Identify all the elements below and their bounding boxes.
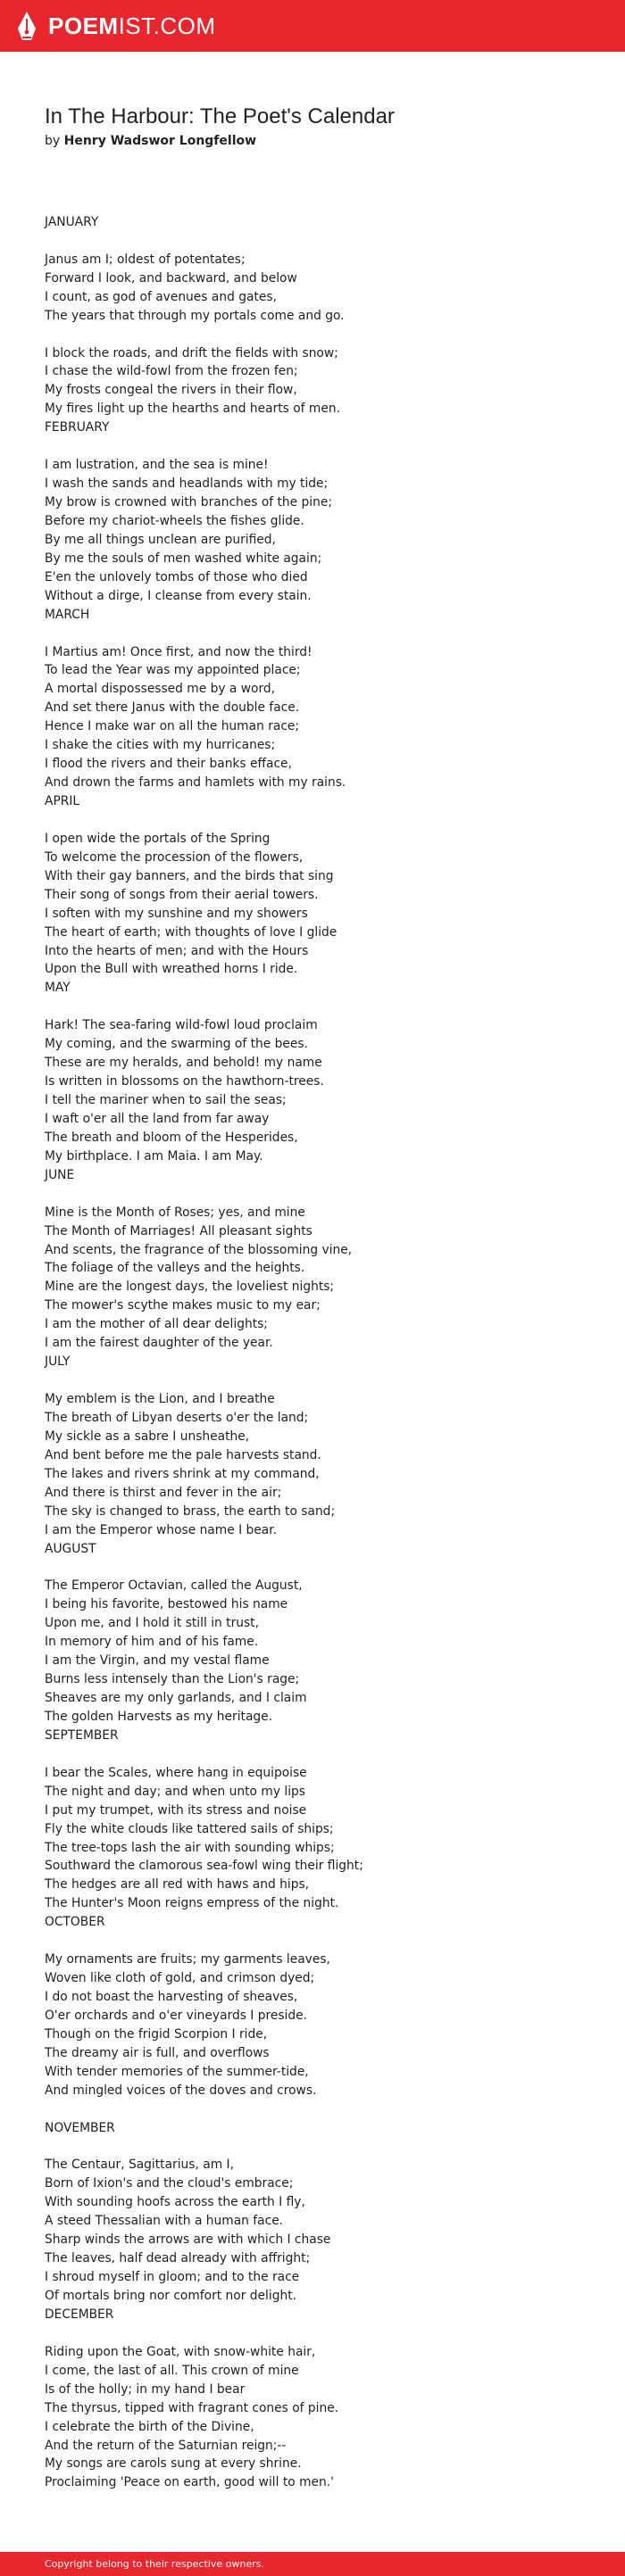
poem-line: To lead the Year was my appointed place;: [45, 663, 301, 678]
poem-line: Burns less intensely than the Lion's rage;: [45, 1672, 300, 1687]
poem-line: I do not boast the harvesting of sheaves,: [45, 1990, 298, 2004]
poem-line: By me all things unclean are purified,: [45, 532, 276, 547]
poem-line: Is of the holly; in my hand I bear: [45, 2381, 246, 2397]
poem-line: I am the fairest daughter of the year.: [45, 1336, 273, 1351]
poem-line: My frosts congeal the rivers in their flow,: [45, 383, 297, 398]
site-footer: [0, 2552, 625, 2576]
poem-line: Without a dirge, I cleanse from every stain.: [45, 588, 312, 603]
poem-line: My sickle as a sabre I unsheathe,: [45, 1429, 250, 1444]
poem-line: Janus am I; oldest of potentates;: [45, 252, 246, 267]
stanza-break: [45, 437, 598, 456]
poem-line: The years that through my portals come and go.: [45, 308, 345, 323]
poem-line: My emblem is the Lion, and I breathe: [45, 1392, 275, 1406]
poem-line: And drown the farms and hamlets with my rains.: [45, 775, 346, 791]
poem-line: Upon me, and I hold it still in trust,: [45, 1616, 259, 1631]
logo-wordmark-light: IST.COM: [118, 12, 216, 39]
poem-line: My songs are carols sung at every shrine.: [45, 2456, 302, 2472]
poem-byline: [45, 133, 256, 149]
stanza-break: [45, 2100, 598, 2119]
poem-line: DECEMBER: [45, 2307, 114, 2322]
stanza-break: [45, 998, 598, 1016]
copyright-notice: Copyright belong to their respective owners.: [45, 2558, 264, 2570]
poem-line: With tender memories of the summer-tide,: [45, 2064, 309, 2079]
poem-line: And set there Janus with the double face.: [45, 700, 300, 716]
poem-line: I count, as god of avenues and gates,: [45, 289, 277, 304]
poem-line: Hence I make war on all the human race;: [45, 719, 300, 734]
poem-line: And mingled voices of the doves and crows.: [45, 2083, 317, 2098]
poem-line: I Martius am! Once first, and now the third!: [45, 644, 312, 659]
poem-line: JUNE: [45, 1167, 75, 1182]
poem-line: I tell the mariner when to sail the seas;: [45, 1093, 287, 1107]
poem-line: The thyrsus, tipped with fragrant cones of pine.: [45, 2400, 339, 2415]
poem-line: And scents, the fragrance of the blossoming vine,: [45, 1242, 353, 1257]
stanza-break: [45, 326, 598, 344]
poem-line: The golden Harvests as my heritage.: [45, 1709, 273, 1724]
poem-line: And the return of the Saturnian reign;--: [45, 2438, 287, 2453]
poem-line: JULY: [45, 1354, 71, 1370]
poem-line: I shake the cities with my hurricanes;: [45, 738, 276, 753]
poem-line: I am the Emperor whose name I bear.: [45, 1522, 278, 1537]
poem-line: Forward I look, and backward, and below: [45, 270, 297, 286]
poem-line: The breath and bloom of the Hesperides,: [45, 1130, 298, 1145]
pen-nib-icon: [16, 11, 38, 41]
stanza-break: [45, 232, 598, 251]
poem-line: SEPTEMBER: [45, 1727, 119, 1743]
poem-line: And there is thirst and fever in the air;: [45, 1485, 282, 1500]
poem-title: In The Harbour: The Poet's Calendar: [45, 104, 395, 128]
poem-line: Upon the Bull with wreathed horns I ride.: [45, 962, 298, 977]
poem-line: Though on the frigid Scorpion I ride,: [45, 2026, 268, 2042]
poem-line: The leaves, half dead already with affright;: [45, 2251, 311, 2266]
poem-line: My birthplace. I am Maia. I am May.: [45, 1148, 263, 1164]
poem-line: I bear the Scales, where hang in equipoise: [45, 1765, 307, 1780]
logo-wordmark: [48, 12, 216, 40]
poem-line: And bent before me the pale harvests stand.: [45, 1447, 321, 1462]
poem-line: The lakes and rivers shrink at my command,: [45, 1466, 320, 1481]
poem-line: Mine is the Month of Roses; yes, and mine: [45, 1205, 305, 1220]
stanza-break: [45, 195, 598, 213]
poem-line: Woven like cloth of gold, and crimson dyed;: [45, 1971, 315, 1986]
poem-line: The Centaur, Sagittarius, am I,: [45, 2158, 234, 2173]
poem-line: The foliage of the valleys and the heights.: [45, 1261, 305, 1276]
poem-line: NOVEMBER: [45, 2120, 115, 2135]
poem-line: Riding upon the Goat, with snow-white hair,: [45, 2344, 316, 2359]
poem-line: I flood the rivers and their banks efface,: [45, 757, 292, 772]
stanza-break: [45, 1745, 598, 1764]
poem-line: The Emperor Octavian, called the August,: [45, 1578, 303, 1594]
poem-line: Is written in blossoms on the hawthorn-trees.: [45, 1074, 324, 1089]
poem-line: Sheaves are my only garlands, and I claim: [45, 1691, 307, 1705]
poem-line: Mine are the longest days, the loveliest nights;: [45, 1280, 335, 1295]
poem-line: With their gay banners, and the birds that sing: [45, 868, 334, 883]
poem-line: The tree-tops lash the air with sounding whips;: [45, 1840, 335, 1855]
poem-line: FEBRUARY: [45, 420, 110, 435]
poem-line: The mower's scythe makes music to my ear;: [45, 1298, 321, 1313]
poem-line: I put my trumpet, with its stress and noise: [45, 1802, 307, 1818]
poem-line: The breath of Libyan deserts o'er the land;: [45, 1410, 309, 1425]
poem-line: The sky is changed to brass, the earth to sand;: [45, 1503, 336, 1519]
poem-line: The dreamy air is full, and overflows: [45, 2045, 270, 2060]
poem-line: In memory of him and of his fame.: [45, 1635, 259, 1650]
poem-line: I block the roads, and drift the fields with snow;: [45, 345, 338, 360]
poem-line: OCTOBER: [45, 1915, 105, 1930]
poem-line: E'en the unlovely tombs of those who died: [45, 569, 308, 584]
poem-line: I am lustration, and the sea is mine!: [45, 458, 269, 473]
poem-line: MAY: [45, 981, 71, 996]
poem-line: I shroud myself in gloom; and to the race: [45, 2270, 300, 2285]
stanza-break: [45, 1558, 598, 1577]
poem-line: AUGUST: [45, 1541, 96, 1556]
poem-line: My brow is crowned with branches of the pine;: [45, 495, 333, 509]
poem-line: Their song of songs from their aerial towers.: [45, 887, 319, 902]
poem-line: MARCH: [45, 607, 90, 622]
poem-line: The Hunter's Moon reigns empress of the night.: [45, 1896, 339, 1911]
poem-line: Into the hearts of men; and with the Hours: [45, 943, 309, 958]
site-header: [0, 0, 625, 52]
poem-line: The hedges are all red with haws and hips,: [45, 1877, 310, 1893]
stanza-break: [45, 625, 598, 643]
poem-line: O'er orchards and o'er vineyards I preside.: [45, 2008, 308, 2023]
poem-line: The heart of earth; with thoughts of love I glide: [45, 924, 338, 940]
poem-line: The night and day; and when unto my lips: [45, 1784, 305, 1799]
stanza-break: [45, 2324, 598, 2343]
poem-line: Sharp winds the arrows are with which I chase: [45, 2232, 331, 2248]
poem-line: By me the souls of men washed white again;: [45, 551, 322, 566]
poem-line: A steed Thessalian with a human face.: [45, 2214, 284, 2229]
poem-line: I open wide the portals of the Spring: [45, 831, 271, 846]
stanza-break: [45, 1371, 598, 1390]
poem-line: My coming, and the swarming of the bees.: [45, 1037, 308, 1052]
logo-wordmark-bold: POEM: [48, 12, 119, 39]
poem-line: I wash the sands and headlands with my tide;: [45, 476, 329, 492]
poem-line: Fly the white clouds like tattered sails of ships;: [45, 1821, 334, 1836]
poem-author[interactable]: Henry Wadswor Longfellow: [63, 134, 257, 148]
poem-line: Before my chariot-wheels the fishes glide.: [45, 513, 304, 528]
poem-line: Proclaiming 'Peace on earth, good will to men.': [45, 2475, 334, 2490]
poem-line: My fires light up the hearths and hearts of men.: [45, 402, 340, 417]
stanza-break: [45, 1185, 598, 1204]
poem-line: Born of Ixion's and the cloud's embrace;: [45, 2176, 294, 2191]
stanza-break: [45, 2138, 598, 2157]
poem-line: JANUARY: [45, 214, 99, 229]
poem-line: Southward the clamorous sea-fowl wing their flight;: [45, 1859, 363, 1874]
poem-line: I am the Virgin, and my vestal flame: [45, 1653, 270, 1669]
poem-line: I come, the last of all. This crown of mine: [45, 2363, 299, 2378]
poem-line: Hark! The sea-faring wild-fowl loud proclaim: [45, 1018, 318, 1033]
poem-line: I waft o'er all the land from far away: [45, 1111, 270, 1126]
poem-line: APRIL: [45, 794, 80, 808]
poem-line: My ornaments are fruits; my garments leaves,: [45, 1952, 330, 1967]
site-logo[interactable]: [16, 11, 216, 41]
by-label: by: [45, 134, 61, 148]
poem-line: I am the mother of all dear delights;: [45, 1317, 268, 1332]
poem-line: A mortal dispossessed me by a word,: [45, 682, 276, 697]
poem-line: I being his favorite, bestowed his name: [45, 1597, 288, 1612]
poem-line: I chase the wild-fowl from the frozen fen;: [45, 364, 298, 379]
poem-line: I celebrate the birth of the Divine,: [45, 2419, 254, 2434]
poem-line: These are my heralds, and behold! my name: [45, 1056, 322, 1071]
stanza-break: [45, 811, 598, 830]
poem-line: To welcome the procession of the flowers,: [45, 849, 304, 865]
poem-body: [45, 195, 598, 2492]
poem-line: I soften with my sunshine and my showers: [45, 906, 308, 921]
poem-line: The Month of Marriages! All pleasant sights: [45, 1223, 312, 1238]
stanza-break: [45, 1932, 598, 1951]
poem-line: With sounding hoofs across the earth I fly,: [45, 2195, 305, 2210]
poem-line: Of mortals bring nor comfort nor delight.: [45, 2289, 297, 2303]
